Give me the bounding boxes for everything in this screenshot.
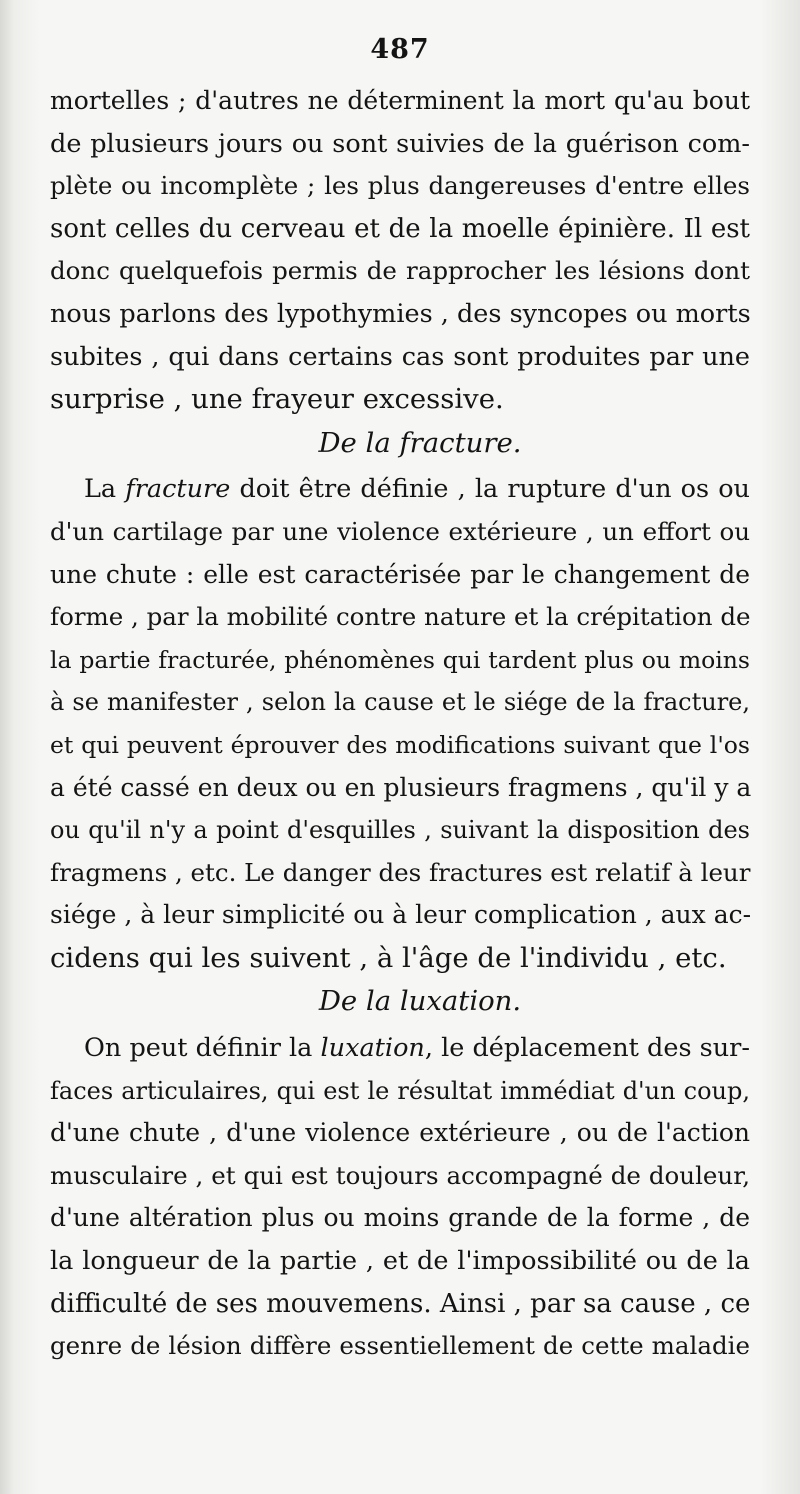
text-line: musculaire , et qui est toujours accompagné de douleur,: [50, 1160, 750, 1190]
text-line: la partie fracturée, phénomènes qui tardent plus ou moins: [50, 645, 750, 674]
text-line: a été cassé en deux ou en plusieurs fragmens , qu'il y a: [50, 772, 752, 802]
text-line: et qui peuvent éprouver des modifications suivant que l'os: [50, 730, 750, 759]
text-line: surprise , une frayeur excessive.: [50, 383, 504, 416]
text-line: siége , à leur simplicité ou à leur complication , aux ac-: [50, 900, 752, 930]
text-line: donc quelquefois permis de rapprocher les lésions dont: [50, 256, 750, 286]
emphasis-term: fracture: [125, 474, 231, 505]
text-line: d'un cartilage par une violence extérieure , un effort ou: [50, 516, 750, 546]
text-run: doit être définie , la rupture d'un os ou: [230, 474, 750, 505]
text-line: difficulté de ses mouvemens. Ainsi , par sa cause , ce: [50, 1288, 751, 1319]
page-number: 487: [370, 34, 430, 65]
text-run: , le déplacement des sur-: [424, 1033, 750, 1064]
emphasis-term: luxation: [320, 1033, 425, 1064]
text-line: une chute : elle est caractérisée par le changement de: [50, 559, 750, 589]
text-line: [50, 1027, 750, 1070]
text-line: faces articulaires, qui est le résultat immédiat d'un coup,: [50, 1076, 750, 1105]
text-line: sont celles du cerveau et de la moelle épinière. Il est: [50, 213, 750, 244]
text-line: à se manifester , selon la cause et le siége de la fracture,: [50, 688, 750, 717]
text-run: On peut définir la: [84, 1033, 321, 1064]
text-line: ou qu'il n'y a point d'esquilles , suivant la disposition des: [50, 816, 750, 845]
section-heading-fracture: De la fracture.: [318, 426, 522, 459]
text-run: La: [84, 474, 126, 505]
page-edge-shadow: [0, 0, 14, 1494]
text-line: de plusieurs jours ou sont suivies de la guérison com-: [50, 128, 750, 159]
text-line: la longueur de la partie , et de l'impossibilité ou de la: [50, 1246, 750, 1277]
text-line: genre de lésion diffère essentiellement de cette maladie: [50, 1331, 750, 1361]
text-line: subites , qui dans certains cas sont produites par une: [50, 341, 750, 372]
text-line: forme , par la mobilité contre nature et la crépitation de: [50, 602, 751, 632]
section-heading-luxation: De la luxation.: [318, 985, 522, 1018]
text-line: fragmens , etc. Le danger des fractures est relatif à leur: [50, 857, 751, 887]
text-line: nous parlons des lypothymies , des syncopes ou morts: [50, 298, 751, 329]
text-line: mortelles ; d'autres ne déterminent la mort qu'au bout: [50, 86, 750, 115]
body-text: [50, 80, 750, 1368]
text-line: cidens qui les suivent , à l'âge de l'individu , etc.: [50, 941, 727, 974]
text-line: [50, 468, 750, 511]
text-line: d'une altération plus ou moins grande de la forme , de: [50, 1203, 750, 1233]
text-line: plète ou incomplète ; les plus dangereuses d'entre elles: [50, 171, 750, 201]
text-line: d'une chute , d'une violence extérieure , ou de l'action: [50, 1118, 750, 1148]
